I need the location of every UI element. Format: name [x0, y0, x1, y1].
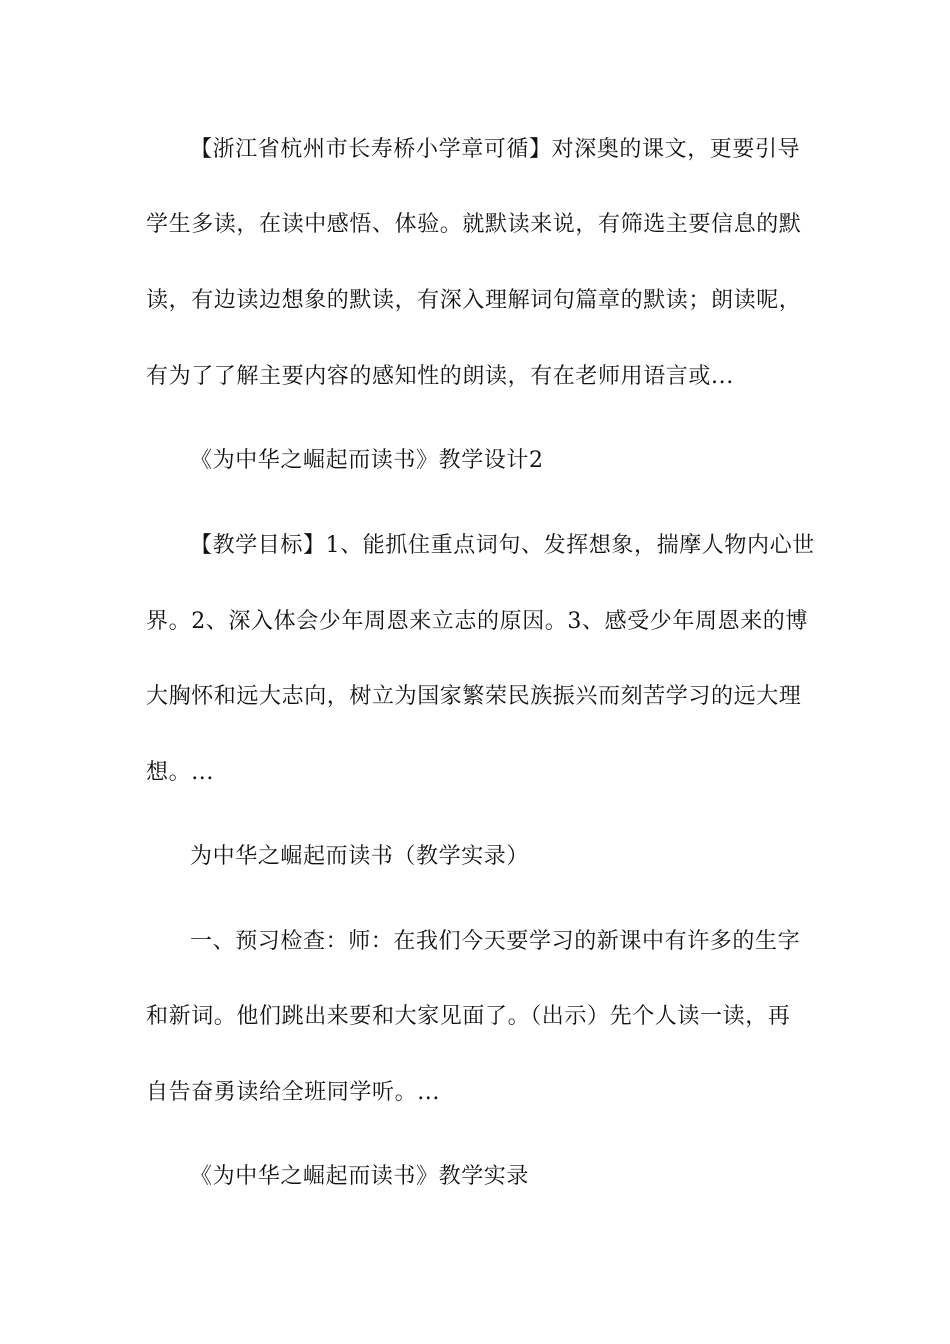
section-heading-3: 《为中华之崛起而读书》教学实录 [190, 1164, 530, 1189]
paragraph-3-line-3: 自告奋勇读给全班同学听。... [146, 1080, 440, 1105]
paragraph-3-line-1: 一、预习检查：师：在我们今天要学习的新课中有许多的生字 [190, 929, 801, 954]
paragraph-1-line-3: 读，有边读边想象的默读，有深入理解词句篇章的默读；朗读呢， [146, 288, 802, 313]
paragraph-1-line-1: 【浙江省杭州市长寿桥小学章可循】对深奥的课文，更要引导 [190, 137, 801, 162]
paragraph-3-line-2: 和新词。他们跳出来要和大家见面了。（出示）先个人读一读，再 [146, 1004, 791, 1029]
paragraph-2-line-2: 界。2、深入体会少年周恩来立志的原因。3、感受少年周恩来的博 [146, 609, 808, 634]
paragraph-1-line-2: 学生多读，在读中感悟、体验。就默读来说，有筛选主要信息的默 [146, 212, 802, 237]
section-heading-2: 为中华之崛起而读书（教学实录） [190, 844, 530, 869]
paragraph-2-line-4: 想。... [146, 760, 214, 785]
paragraph-2-line-3: 大胸怀和远大志向，树立为国家繁荣民族振兴而刻苦学习的远大理 [146, 684, 802, 709]
section-heading-1: 《为中华之崛起而读书》教学设计2 [190, 448, 544, 473]
paragraph-1-line-4: 有为了了解主要内容的感知性的朗读，有在老师用语言或... [146, 364, 734, 389]
paragraph-2-line-1: 【教学目标】1、能抓住重点词句、发挥想象，揣摩人物内心世 [190, 533, 815, 558]
